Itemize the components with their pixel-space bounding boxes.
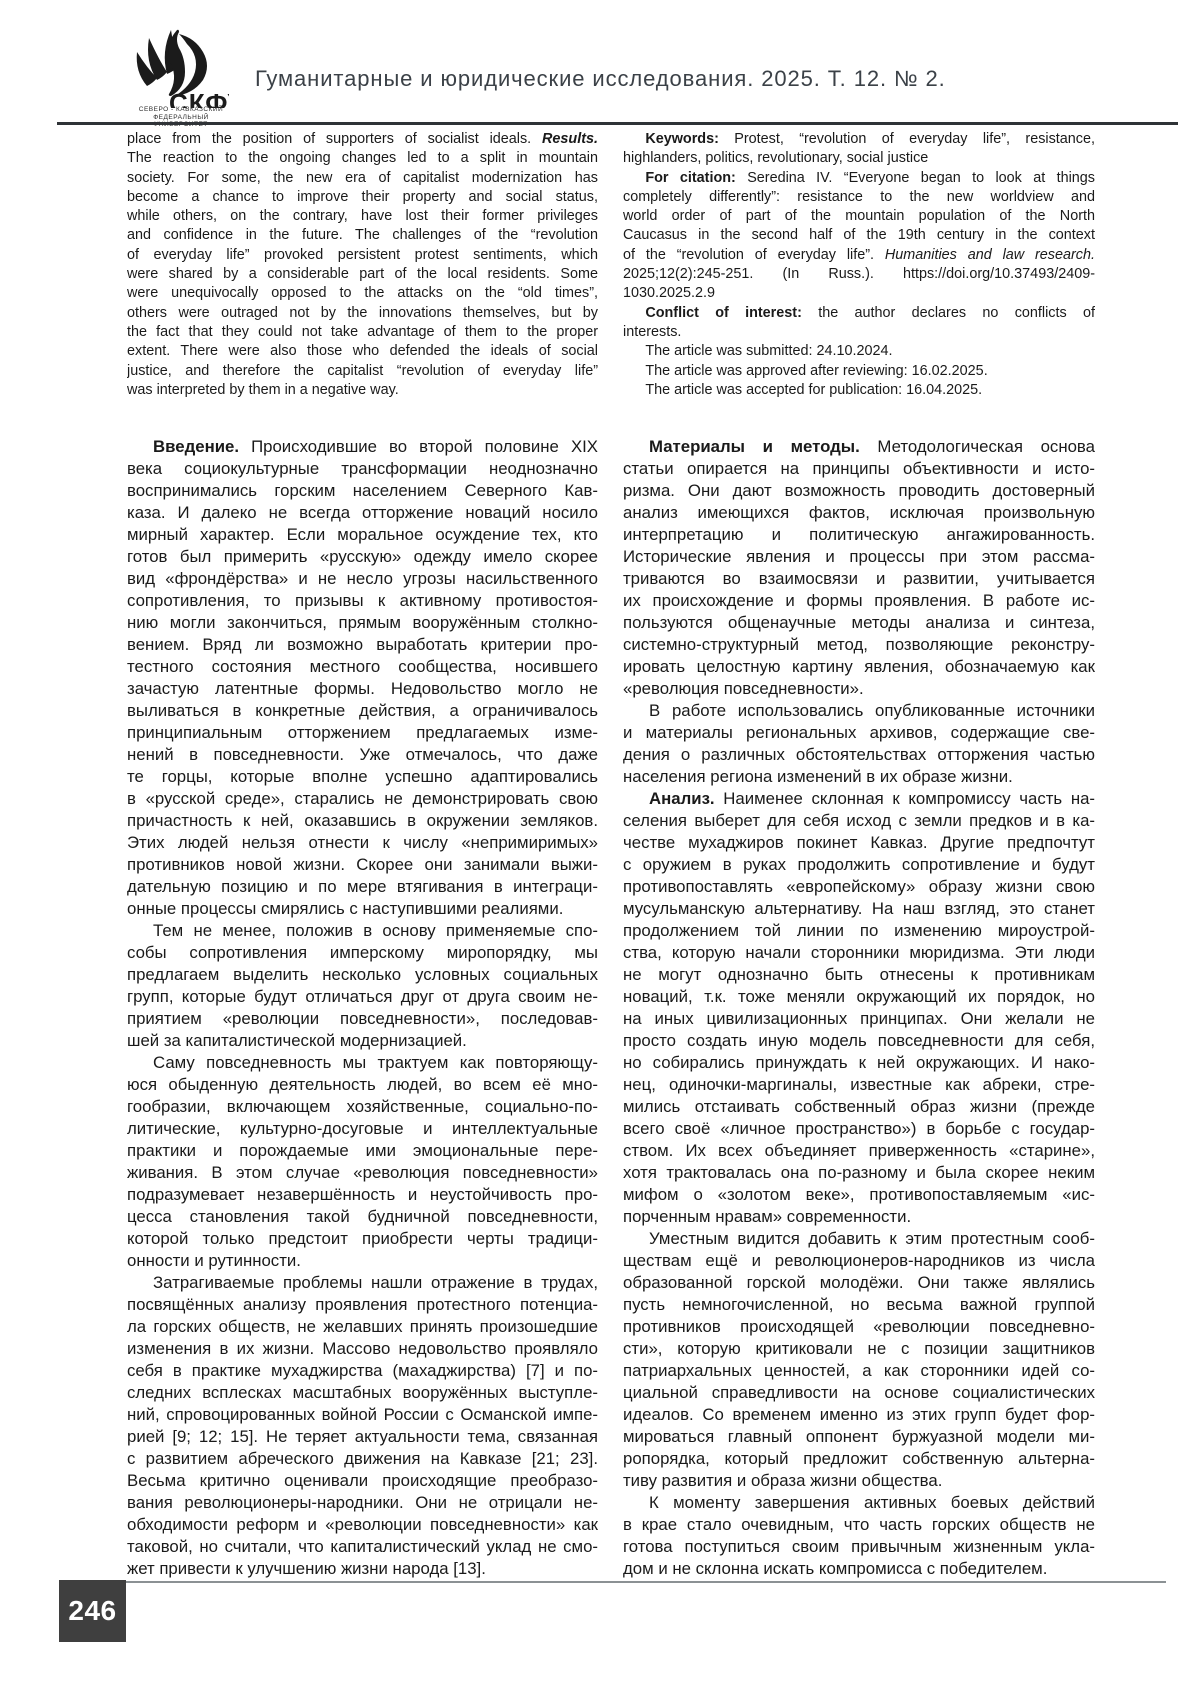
text-line: дательную позицию и по мере втягивания в интеграци- [127, 877, 598, 896]
text-line: продолжением той линии по изменению мироустрой- [623, 921, 1095, 940]
text-line: каза. И далеко не всегда отторжение новаций носило [127, 503, 598, 522]
text-line: принципиальным отторжением предлагаемых изме- [127, 723, 598, 742]
text-line: предлагаем выделить несколько условных социальных [127, 965, 598, 984]
page-number: 246 [68, 1595, 117, 1626]
text-line: юся обыденную деятельность людей, во всем её мно- [127, 1075, 598, 1094]
text-line: века социокультурные трансформации неоднозначно [127, 459, 598, 478]
text-line: justice, and therefore the capitalist “revolution of everyday life” [127, 362, 598, 379]
logo-swan-icon [133, 28, 229, 108]
text-line: образованной горской молодёжи. Они также являлись [623, 1273, 1095, 1292]
logo-caption [126, 106, 236, 129]
text-line: нец, одиночки-маргиналы, известные как абреки, стре- [623, 1075, 1095, 1094]
text-line: Исторические явления и процессы при этом рассма- [623, 547, 1095, 566]
text-line: The article was accepted for publication: 16.04.2025. [645, 381, 983, 398]
text-line: идеалов. Со временем именно из этих групп будет фор- [623, 1405, 1095, 1424]
text-line: на иных цивилизационных принципах. Они желали не [623, 1009, 1095, 1028]
text-line: Тем не менее, положив в основу применяемые спо- [153, 921, 598, 940]
text-line: следних всплесках масштабных вооружённых выступле- [127, 1383, 598, 1402]
text-line: их происхождение и формы проявления. В работе ис- [623, 591, 1095, 610]
text-line: К моменту завершения активных боевых действий [649, 1493, 1095, 1512]
text-line: сти», которую критиковали не с позиции защитников [623, 1339, 1095, 1358]
text-line: The article was submitted: 24.10.2024. [645, 343, 893, 360]
text-line: ний, спровоцированных войной России с Османской импе- [127, 1405, 598, 1424]
logo-abbr: СКФ [169, 88, 228, 108]
text-line: highlanders, politics, revolutionary, social justice [623, 150, 929, 167]
body-left-column [127, 436, 598, 1580]
text-line: новаций, т.к. тоже меняли окружающий их порядок, но [623, 987, 1095, 1006]
text-line: живания. В этом случае «революция повседневности» [127, 1163, 598, 1182]
text-line: Этих людей нельзя отнести к числу «непримиримых» [127, 833, 598, 852]
text-line: населения региона изменений в их образе жизни. [623, 767, 1013, 786]
body-right-column [623, 436, 1095, 1580]
text-line: вением. Вряд ли возможно выработать критерии про- [127, 635, 598, 654]
text-line: ризма. Они дают возможность проводить достоверный [623, 481, 1095, 500]
text-line: в «русской среде», старались не демонстрировать свою [127, 789, 598, 808]
text-line: and confidence in the future. The challenges of the “revolution [127, 227, 598, 244]
text-line: world order of part of the mountain population of the North [623, 208, 1095, 225]
text-line: Caucasus in the second half of the 19th century in the context [623, 227, 1095, 244]
text-line: патриархальных ценностей, а как сторонники идей со- [623, 1361, 1095, 1380]
text-line: Keywords: Protest, “revolution of everyday life”, resistance, [645, 131, 1095, 147]
text-line: всего своё «личное пространство») в борьбе с государ- [623, 1119, 1095, 1138]
journal-title: Гуманитарные и юридические исследования. 2025. Т. 12. № 2. [255, 66, 946, 91]
text-line: литические, культурно-досуговые и интеллектуальные [127, 1119, 598, 1138]
text-line: extent. There were also those who defended the ideals of social [127, 343, 598, 360]
text-line: честве мухаджиров покинет Кавказ. Другие предпочтут [623, 833, 1095, 852]
text-line: «революция повседневности». [623, 679, 864, 698]
text-line: мирный характер. Если моральное осуждение тех, кто [127, 525, 598, 544]
abstract-right-column [623, 130, 1095, 400]
text-line: ществам ещё и революционеров-народников из числа [623, 1251, 1095, 1270]
text-line: жет привести к улучшению жизни народа [13]. [127, 1559, 486, 1578]
text-line: ировать целостную картину явления, обозначаемую как [623, 657, 1095, 676]
text-line: The reaction to the ongoing changes led to a split in mountain [127, 150, 598, 167]
text-line: пользуются общенаучные методы анализа и синтеза, [623, 613, 1095, 632]
text-line: в крае стало очевидным, что часть горских обществ не [623, 1515, 1095, 1534]
text-line: Саму повседневность мы трактуем как повторяющу- [153, 1053, 598, 1072]
text-line: посвящённых анализу проявления протестного потенциа- [127, 1295, 598, 1314]
text-line: выливаться в конкретные действия, а ограничивалось [127, 701, 598, 720]
university-logo [133, 28, 229, 108]
text-line: Затрагиваемые проблемы нашли отражение в трудах, [153, 1273, 598, 1292]
text-line: с оружием в руках продолжить сопротивление и будут [623, 855, 1095, 874]
text-line: were unequivocally opposed to the attacks on the “old times”, [127, 285, 598, 302]
text-line: completely differently”: resistance to the new worldview and [623, 188, 1095, 205]
text-line: Весьма критично оценивали происходящие преобразо- [127, 1471, 598, 1490]
text-line: Conflict of interest: the author declares no conflicts of [645, 304, 1095, 321]
text-line: но собирались принуждать к ней окружающих. И нако- [623, 1053, 1095, 1072]
text-line: триваются во взаимосвязи и развитии, учитывается [623, 569, 1095, 588]
text-line: 2025;12(2):245-251. (In Russ.). https://doi.org/10.37493/2409- [623, 266, 1095, 283]
text-line: онности и рутинности. [127, 1251, 301, 1270]
text-line: порченным нравам» современности. [623, 1207, 912, 1226]
abstract-left-column [127, 130, 598, 400]
text-line: причастность к ней, оказавшись в окружении земляков. [127, 811, 598, 830]
text-line: мифом о «золотом веке», противопоставляемым «ис- [623, 1185, 1095, 1204]
text-line: вания революционеры-народники. Они не отрицали не- [127, 1493, 598, 1512]
text-line: рией [9; 12; 15]. Не теряет актуальности тема, связанная [127, 1427, 598, 1446]
text-line: подразумевает незавершённость и неустойчивость про- [127, 1185, 598, 1204]
text-line: Материалы и методы. Методологическая основа [649, 437, 1095, 456]
text-line: мились отстаивать собственный образ жизни (прежде [623, 1097, 1095, 1116]
text-line: те горцы, которые вполне успешно адаптировались [127, 767, 598, 786]
text-line: were shared by a considerable part of the local residents. Some [127, 266, 598, 283]
text-line: нений в повседневности. Уже отмечалось, что даже [127, 745, 598, 764]
text-line: ством. Их всех объединяет приверженность «старине», [623, 1141, 1095, 1160]
text-line: мироваться главный оппонент буржуазной модели ми- [623, 1427, 1095, 1446]
text-line: гообразии, включающем хозяйственные, социально-по- [127, 1097, 598, 1116]
text-line: не могут однозначно быть отнесены к противникам [623, 965, 1095, 984]
text-line: For citation: Seredina IV. “Everyone began to look at things [645, 169, 1095, 186]
text-line: интерпретацию и политическую ангажированность. [623, 525, 1095, 544]
text-line: тестного состояния местного сообщества, носившего [127, 657, 598, 676]
text-line: place from the position of supporters of socialist ideals. Results. [127, 131, 598, 147]
text-line: was interpreted by them in a negative way. [127, 381, 399, 398]
text-line: и материалы региональных архивов, содержащие све- [623, 723, 1095, 742]
text-line: ропорядка, который предложит собственную альтерна- [623, 1449, 1095, 1468]
text-line: циальной справедливости на основе социалистических [623, 1383, 1095, 1402]
text-line: нию могли закончиться, прямым вооружённым столкно- [127, 613, 598, 632]
text-line: противников новой жизни. Скорее они занимали выжи- [127, 855, 598, 874]
text-line: онные процессы смирялись с наступившими реалиями. [127, 899, 564, 918]
text-line: the fact that they could not take advantage of them to the proper [127, 323, 598, 340]
text-line: interests. [623, 323, 682, 340]
text-line: 1030.2025.2.9 [623, 285, 716, 302]
text-line: The article was approved after reviewing: 16.02.2025. [645, 362, 988, 379]
text-line: групп, которые будут отличаться друг от друга своим не- [127, 987, 598, 1006]
text-line: В работе использовались опубликованные источники [649, 701, 1095, 720]
logo-caption-line2: ФЕДЕРАЛЬНЫЙ [153, 113, 209, 121]
text-line: шей за капиталистической модернизацией. [127, 1031, 467, 1050]
text-line: тиву развития и образа жизни общества. [623, 1471, 943, 1490]
text-line: изменения в их жизни. Массово недовольство проявляло [127, 1339, 598, 1358]
text-line: с развитием абреческого движения на Кавказе [21; 23]. [127, 1449, 598, 1468]
text-line: приятием «революции повседневности», последовав- [127, 1009, 598, 1028]
page-number-badge [59, 1580, 126, 1642]
text-line: таковой, но считали, что капиталистический уклад не смо- [127, 1537, 598, 1556]
text-line: селения выберет для себя исход с земли предков и в ка- [623, 811, 1095, 830]
text-line: дом и не склонна искать компромисса с победителем. [623, 1559, 1048, 1578]
text-line: of everyday life” provoked persistent protest sentiments, which [127, 246, 598, 263]
text-line: сопротивления, то призывы к активному противостоя- [127, 591, 598, 610]
text-line: ства, которую начали сторонники мюридизма. Эти люди [623, 943, 1095, 962]
text-line: просто создать иную модель повседневности для себя, [623, 1031, 1095, 1050]
text-line: Уместным видится добавить к этим протестным сооб- [649, 1229, 1095, 1248]
text-line: противников происходящей «революции повседневно- [623, 1317, 1095, 1336]
text-line: зачастую латентные формы. Недовольство могло не [127, 679, 598, 698]
text-line: хотя трактовалась она по-разному и была скорее неким [623, 1163, 1095, 1182]
text-line: цесса становления такой будничной повседневности, [127, 1207, 598, 1226]
text-line: Введение. Происходившие во второй половине XIX [153, 437, 598, 456]
text-line: вид «фрондёрства» и не несло угрозы насильственного [127, 569, 598, 588]
header-rule [57, 122, 1178, 125]
text-line: статьи опирается на принципы объективности и исто- [623, 459, 1095, 478]
text-line: воспринимались горским населением Северного Кав- [127, 481, 598, 500]
text-line: become a chance to improve their property and social status, [127, 188, 598, 205]
logo-caption-line1: СЕВЕРО - КАВКАЗСКИЙ [138, 106, 224, 113]
text-line: пусть немногочисленной, но весьма важной группой [623, 1295, 1095, 1314]
text-line: готова поступиться своим привычным жизненным укла- [623, 1537, 1095, 1556]
text-line: of the “revolution of everyday life”. Humanities and law research. [623, 246, 1095, 263]
text-line: Анализ. Наименее склонная к компромиссу часть на- [649, 789, 1095, 808]
text-line: анализ имеющихся фактов, исключая произвольную [623, 503, 1095, 522]
text-line: готов был примерить «русскую» одежду имело скорее [127, 547, 598, 566]
text-line: while others, on the contrary, have lost their former privileges [127, 208, 598, 225]
text-line: дения о различных обстоятельствах отторжения частью [623, 745, 1095, 764]
text-line: себя в практике мухаджирства (махаджирства) [7] и по- [127, 1361, 598, 1380]
footer-rule [59, 1581, 1166, 1583]
text-line: ла горских обществ, не желавших принять произошедшие [127, 1317, 598, 1336]
text-line: системно-структурный метод, позволяющие реконстру- [623, 635, 1095, 654]
text-line: society. For some, the new era of capitalist modernization has [127, 169, 598, 186]
text-line: противопоставлять «европейскому» образу жизни свою [623, 877, 1095, 896]
text-line: практики и порождаемые ими эмоциональные пере- [127, 1141, 598, 1160]
text-line: мусульманскую альтернативу. На наш взгляд, это станет [623, 899, 1095, 918]
text-line: others were outraged not by the innovations themselves, but by [127, 304, 598, 321]
text-line: собы сопротивления имперскому миропорядку, мы [127, 943, 598, 962]
text-line: которой только предстоит приобрести черты традици- [127, 1229, 598, 1248]
text-line: обходимости реформ и «революции повседневности» как [127, 1515, 598, 1534]
